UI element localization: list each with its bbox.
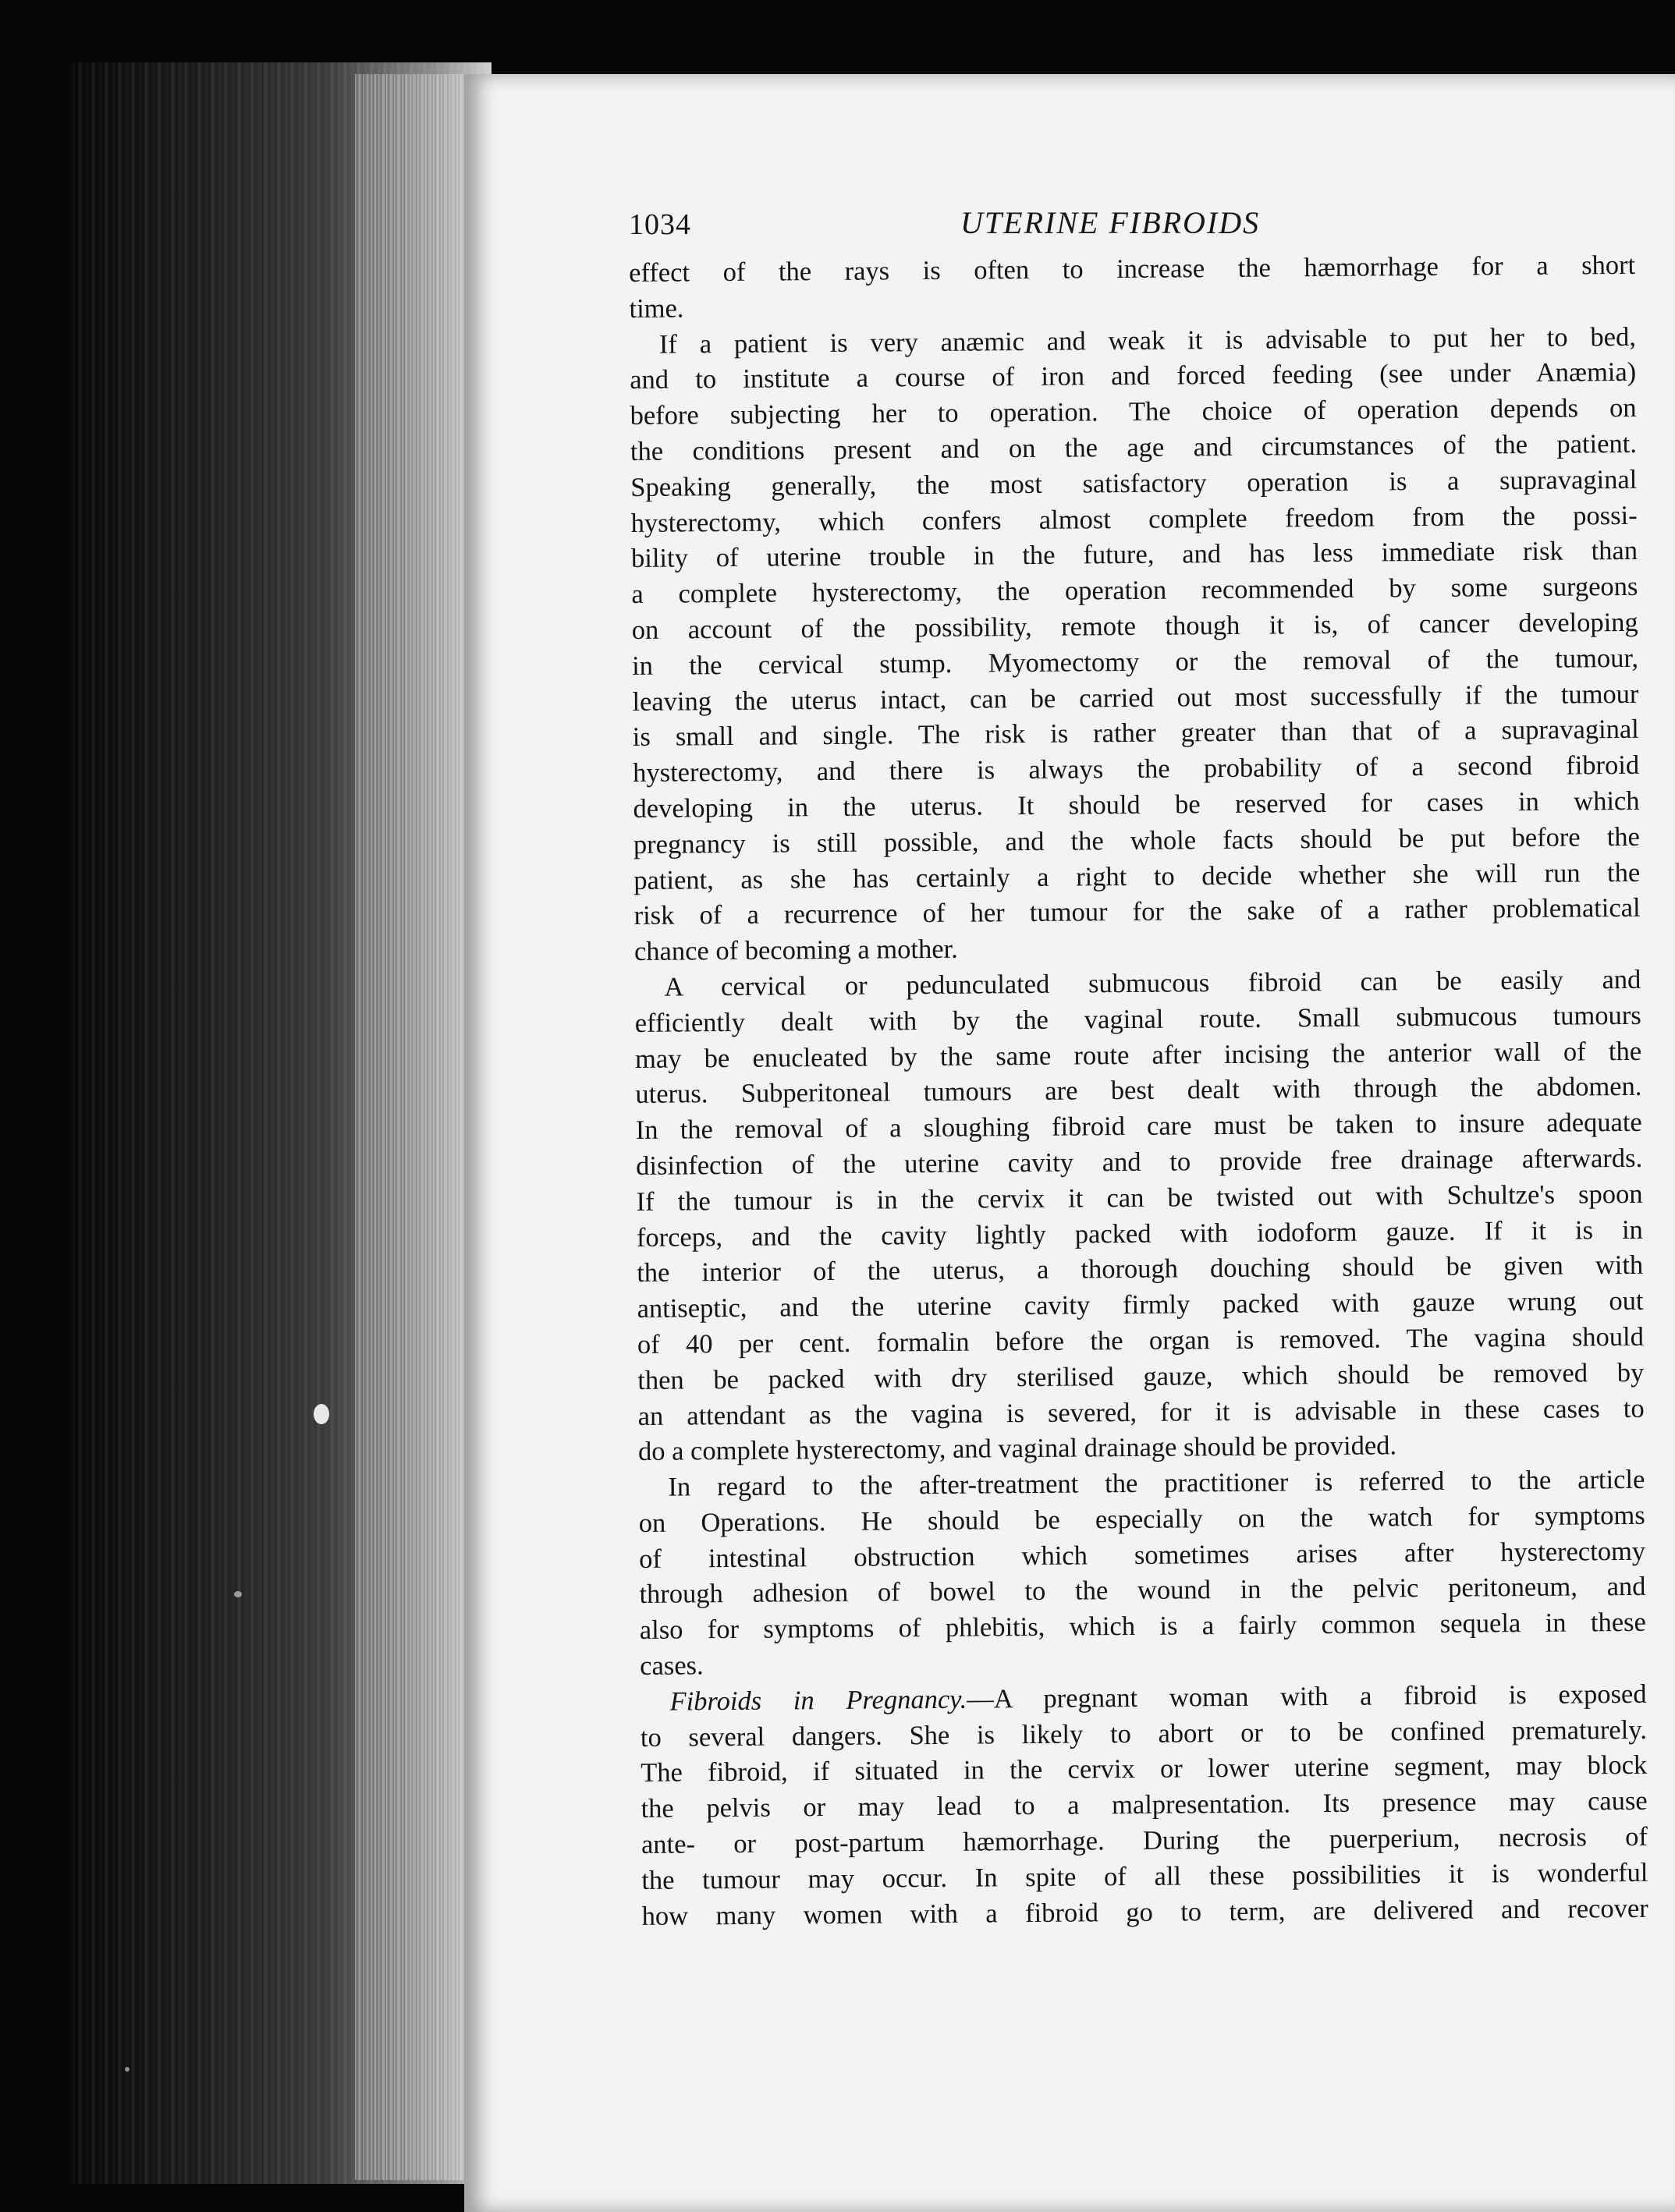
paragraph-start-line: In regard to the after-treatment the practitioner is referred to the article xyxy=(668,1464,1645,1502)
text-line: risk of a recurrence of her tumour for the sake of a rather problematical xyxy=(633,893,1641,931)
text-line: to several dangers. She is likely to abort or to be confined prematurely. xyxy=(640,1714,1648,1753)
text-line: the pelvis or may lead to a malpresentation. Its presence may cause xyxy=(641,1786,1648,1824)
text-line: an attendant as the vagina is severed, for it is advisable in these cases to xyxy=(637,1393,1645,1431)
text-line: time. xyxy=(629,293,684,324)
text-line: disinfection of the uterine cavity and to provide free drainage afterwards. xyxy=(636,1143,1643,1181)
text-line: the interior of the uterus, a thorough douching should be given with xyxy=(637,1250,1644,1289)
scan-speck xyxy=(125,2067,130,2072)
text-line: In the removal of a sloughing fibroid care must be taken to insure adequate xyxy=(635,1107,1642,1146)
running-head: UTERINE FIBROIDS xyxy=(960,205,1261,240)
text-line: how many women with a fibroid go to term, are delivered and recover xyxy=(641,1893,1648,1931)
text-line: the tumour may occur. In spite of all these possibilities it is wonderful xyxy=(641,1857,1648,1895)
text-line: The fibroid, if situated in the cervix or lower uterine segment, may block xyxy=(641,1750,1648,1788)
text-line: in the cervical stump. Myomectomy or the removal of the tumour, xyxy=(631,643,1639,681)
text-line: efficiently dealt with by the vaginal route. Small submucous tumours xyxy=(634,1000,1641,1038)
page-number: 1034 xyxy=(629,208,691,241)
section-heading: Fibroids in Pregnancy. xyxy=(669,1684,967,1717)
text-line: of 40 per cent. formalin before the organ is removed. The vagina should xyxy=(637,1321,1645,1359)
text-line: then be packed with dry sterilised gauze, which should be removed by xyxy=(637,1357,1645,1395)
paragraph-start-line: If a patient is very anæmic and weak it is advisable to put her to bed, xyxy=(658,321,1637,360)
text-line: antiseptic, and the uterine cavity firmly packed with gauze wrung out xyxy=(637,1285,1644,1324)
text-line: pregnancy is still possible, and the whole facts should be put before the xyxy=(633,821,1641,860)
text-line: leaving the uterus intact, can be carried out most successfully if the tumour xyxy=(632,679,1639,717)
paragraph-start-line: A cervical or pedunculated submucous fibroid can be easily and xyxy=(664,964,1641,1002)
text-line: effect of the rays is often to increase the hæmorrhage for a short xyxy=(629,250,1636,288)
text-line: patient, as she has certainly a right to decide whether she will run the xyxy=(633,857,1641,895)
text-line: the conditions present and on the age and circumstances of the patient. xyxy=(630,428,1638,466)
text-line: on Operations. He should be especially on the watch for symptoms xyxy=(638,1500,1645,1538)
text-line: bility of uterine trouble in the future, and has less immediate risk than xyxy=(630,536,1638,574)
text-line: If the tumour is in the cervix it can be twisted out with Schultze's spoon xyxy=(636,1179,1643,1217)
book-page-edges-highlight xyxy=(355,74,464,2180)
text-line: do a complete hysterectomy, and vaginal drainage should be provided. xyxy=(637,1430,1397,1467)
text-line: Speaking generally, the most satisfactory operation is a supravaginal xyxy=(630,464,1638,502)
text-line: may be enucleated by the same route after incising the anterior wall of the xyxy=(634,1036,1642,1074)
text-line: a complete hysterectomy, the operation recommended by some surgeons xyxy=(631,572,1638,610)
text-line: cases. xyxy=(640,1650,704,1682)
text-line: also for symptoms of phlebitis, which is a fairly common sequela in these xyxy=(639,1608,1646,1646)
text-line: of intestinal obstruction which sometimes arises after hysterectomy xyxy=(638,1536,1646,1574)
body-text xyxy=(629,248,1648,1935)
text-line: is small and single. The risk is rather greater than that of a supravaginal xyxy=(632,714,1639,753)
text-line: uterus. Subperitoneal tumours are best dealt with through the abdomen. xyxy=(635,1072,1642,1110)
text-line: chance of becoming a mother. xyxy=(633,934,958,967)
text-line: before subjecting her to operation. The choice of operation depends on xyxy=(630,393,1637,431)
scan-speck xyxy=(234,1591,242,1597)
text-line: hysterectomy, which confers almost complete freedom from the possi- xyxy=(630,500,1638,538)
text-line: forceps, and the cavity lightly packed with iodoform gauze. If it is in xyxy=(636,1214,1643,1253)
scan-speck xyxy=(314,1404,329,1424)
text-line: and to institute a course of iron and forced feeding (see under Anæmia) xyxy=(630,357,1637,395)
text-line: on account of the possibility, remote though it is, of cancer developing xyxy=(631,607,1638,645)
page-header xyxy=(629,204,1666,246)
section-heading-continuation: —A pregnant woman with a fibroid is exposed xyxy=(967,1678,1647,1714)
text-line: hysterectomy, and there is always the probability of a second fibroid xyxy=(633,750,1640,789)
text-line: developing in the uterus. It should be reserved for cases in which xyxy=(633,785,1640,824)
text-line: through adhesion of bowel to the wound in the pelvic peritoneum, and xyxy=(639,1572,1646,1610)
text-line: ante- or post-partum hæmorrhage. During the puerperium, necrosis of xyxy=(641,1821,1648,1859)
